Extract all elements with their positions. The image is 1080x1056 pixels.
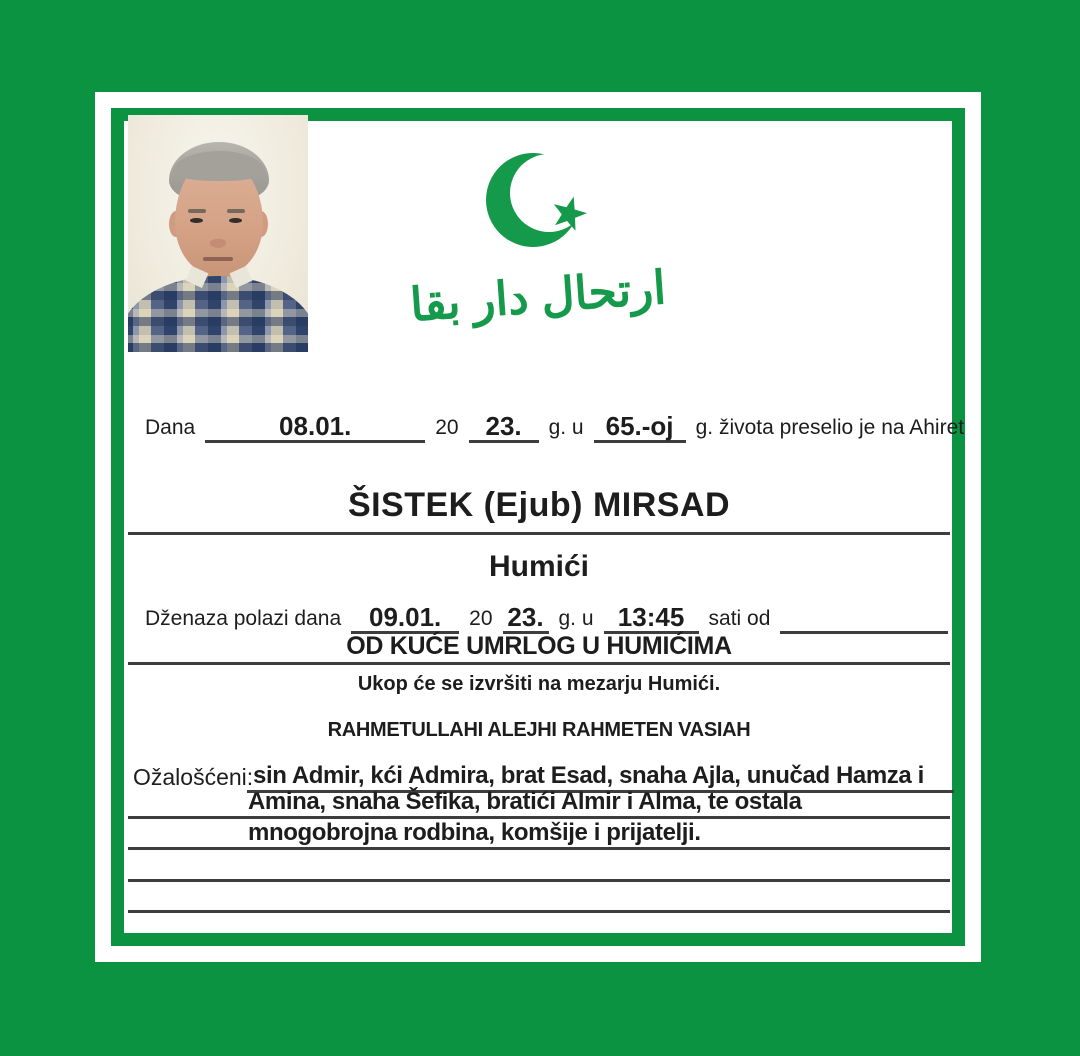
location-underline <box>128 662 950 665</box>
death-line-suffix: g. života preselio je na Ahiret <box>695 416 965 440</box>
empty-line-1 <box>128 879 950 882</box>
prayer-line: RAHMETULLAHI ALEJHI RAHMETEN VASIAH <box>327 719 751 741</box>
death-age-field: 65.-oj <box>594 412 686 443</box>
deceased-name: ŠISTEK (Ejub) MIRSAD <box>347 486 731 524</box>
portrait-mouth <box>203 257 233 261</box>
funeral-date-field: 09.01. <box>351 603 459 634</box>
funeral-line <box>145 599 948 634</box>
funeral-location: OD KUĆE UMRLOG U HUMIĆIMA <box>346 632 732 660</box>
death-line-prefix: Dana <box>145 416 196 440</box>
arabic-calligraphy: ارتحال دار بقا <box>408 261 668 331</box>
portrait-eye <box>229 218 242 223</box>
mourners-line-2 <box>128 786 950 819</box>
funeral-gu-label: g. u <box>558 607 594 630</box>
death-gu-label: g. u <box>548 416 584 440</box>
funeral-century-label: 20 <box>469 607 493 630</box>
name-underline <box>128 532 950 535</box>
death-day-field: 08.01. <box>205 412 425 443</box>
death-date-line <box>145 411 965 443</box>
funeral-blank-field <box>780 599 948 634</box>
portrait-nose <box>210 239 226 248</box>
death-year-field: 23. <box>469 412 539 443</box>
funeral-year-field: 23. <box>503 603 549 634</box>
portrait-photo <box>128 115 308 352</box>
mourners-label: Ožalošćeni: <box>133 764 254 790</box>
burial-note: Ukop će se izvršiti na mezarju Humići. <box>357 673 721 695</box>
funeral-prefix: Dženaza polazi dana <box>145 607 342 630</box>
death-century-label: 20 <box>435 416 459 440</box>
empty-line-2 <box>128 910 950 913</box>
crescent-star-icon <box>428 150 648 260</box>
mourners-line-2-text: Amina, snaha Šefika, bratići Almir i Alma, te ostala <box>248 788 802 815</box>
deceased-place: Humići <box>488 550 590 583</box>
portrait-eyebrow <box>188 209 206 213</box>
mourners-line-1-text: sin Admir, kći Admira, brat Esad, snaha Ajla, unučad Hamza i <box>253 762 924 789</box>
mourners-line-3-text: mnogobrojna rodbina, komšije i prijatelji. <box>248 819 701 846</box>
portrait-eyebrow <box>227 209 245 213</box>
announcement-card <box>95 92 981 962</box>
funeral-time-field: 13:45 <box>604 603 699 634</box>
portrait-eye <box>190 218 203 223</box>
portrait-face <box>175 157 263 277</box>
mourners-line-3 <box>128 817 950 850</box>
funeral-suffix: sati od <box>708 607 771 630</box>
